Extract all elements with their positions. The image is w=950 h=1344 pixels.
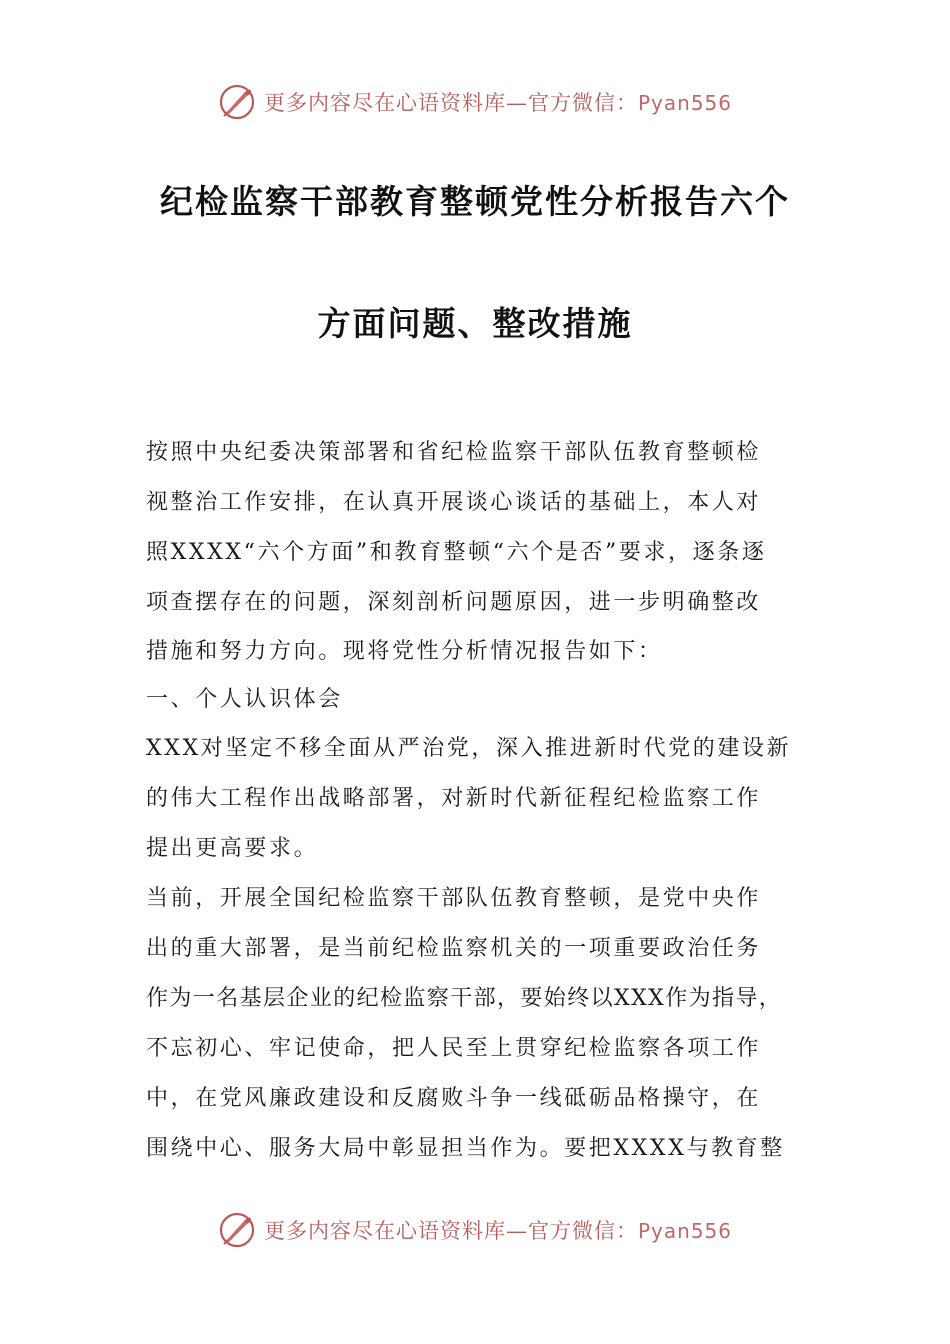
body-line: 措施和努力方向。现将党性分析情况报告如下： xyxy=(146,639,663,664)
body-line: 按照中央纪委决策部署和省纪检监察干部队伍教育整顿检 xyxy=(146,440,762,465)
quill-pen-logo-icon xyxy=(218,83,256,121)
section-heading: 一、个人认识体会 xyxy=(146,687,343,712)
body-line: 不忘初心、牢记使命，把人民至上贯穿纪检监察各项工作 xyxy=(146,1036,762,1061)
quill-pen-logo-icon xyxy=(218,1211,256,1249)
document-title-line-1: 纪检监察干部教育整顿党性分析报告六个 xyxy=(160,182,790,221)
body-line: 出的重大部署，是当前纪检监察机关的一项重要政治任务 xyxy=(146,936,762,961)
body-line: 中，在党风廉政建设和反腐败斗争一线砥砺品格操守，在 xyxy=(146,1086,762,1111)
document-title-line-2: 方面问题、整改措施 xyxy=(317,304,633,343)
document-body xyxy=(146,428,808,1174)
body-line: 围绕中心、服务大局中彰显担当作为。要把XXXX与教育整 xyxy=(146,1136,785,1161)
body-line: 视整治工作安排，在认真开展谈心谈话的基础上，本人对 xyxy=(146,490,762,515)
footer-banner xyxy=(0,1208,950,1252)
body-line: 照XXXX“六个方面”和教育整顿“六个是否”要求，逐条逐 xyxy=(146,540,767,565)
body-line: 项查摆存在的问题，深刻剖析问题原因，进一步明确整改 xyxy=(146,590,762,615)
body-line: 的伟大工程作出战略部署，对新时代新征程纪检监察工作 xyxy=(146,786,762,811)
header-banner xyxy=(0,80,950,124)
banner-text: 更多内容尽在心语资料库—官方微信：Pyan556 xyxy=(263,1219,732,1243)
body-line: 提出更高要求。 xyxy=(146,836,319,861)
wechat-id: Pyan556 xyxy=(637,91,732,115)
body-line: XXX对坚定不移全面从严治党，深入推进新时代党的建设新 xyxy=(146,736,792,761)
wechat-id: Pyan556 xyxy=(637,1219,732,1243)
banner-text: 更多内容尽在心语资料库—官方微信：Pyan556 xyxy=(263,91,732,115)
body-line: 作为一名基层企业的纪检监察干部，要始终以XXX作为指导， xyxy=(146,986,783,1011)
body-line: 当前，开展全国纪检监察干部队伍教育整顿，是党中央作 xyxy=(146,886,762,911)
